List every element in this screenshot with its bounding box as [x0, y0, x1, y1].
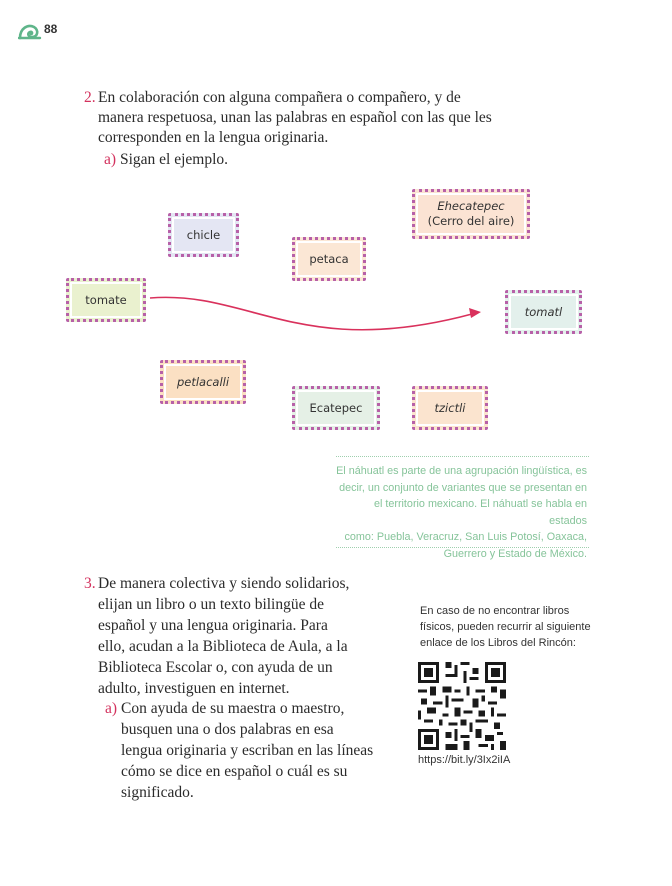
arrow-head-icon — [469, 308, 481, 318]
page-number: 88 — [44, 22, 58, 36]
question-3-number: 3. — [84, 575, 96, 592]
word-card-ehecatepec — [412, 189, 530, 239]
question-2-line: En colaboración con alguna compañera o compañero, y de — [98, 89, 461, 106]
note-line: decir, un conjunto de variantes que se presentan en — [339, 481, 587, 494]
question-2-number: 2. — [84, 89, 96, 106]
question-3-line: ello, acudan a la Biblioteca de Aula, a la — [98, 638, 348, 655]
qr-code-icon[interactable] — [418, 662, 506, 750]
note-line: Guerrero y Estado de México. — [443, 547, 587, 560]
word-card-tomate: tomate — [66, 278, 146, 322]
word-card-chicle: chicle — [168, 213, 239, 257]
question-3a-line: Con ayuda de su maestra o maestro, — [121, 700, 345, 717]
question-3 — [84, 573, 398, 699]
question-3a-line: cómo se dice en español o cuál es su — [121, 763, 348, 780]
aside-line: enlace de los Libros del Rincón: — [420, 637, 576, 649]
library-aside — [420, 603, 600, 651]
libros-rincon-link[interactable]: https://bit.ly/3Ix2iIA — [418, 754, 511, 766]
word-card-ehecatepec-line1: Ehecatepec — [437, 199, 505, 213]
note-line: el territorio mexicano. El náhuatl se habla en estados — [373, 498, 587, 527]
question-3a-line: lengua originaria y escriban en las líneas — [121, 742, 374, 759]
word-card-ehecatepec-line2: (Cerro del aire) — [427, 214, 515, 228]
word-card-petlacalli: petlacalli — [160, 360, 246, 404]
question-3a-letter: a) — [105, 700, 118, 717]
word-card-petaca: petaca — [292, 237, 366, 281]
aside-line: En caso de no encontrar libros — [420, 605, 570, 617]
question-2-line: manera respetuosa, unan las palabras en español con las que les — [98, 109, 492, 126]
aside-line: físicos, pueden recurrir al siguiente — [420, 621, 591, 633]
question-2-line: corresponden en la lengua originaria. — [98, 129, 329, 146]
question-2a-text: Sigan el ejemplo. — [120, 151, 229, 168]
note-line: como: Puebla, Veracruz, San Luis Potosí, Oaxaca, — [344, 531, 587, 543]
question-3-line: De manera colectiva y siendo solidarios, — [98, 575, 350, 592]
question-3a-line: significado. — [121, 784, 194, 801]
question-3-line: elijan un libro o un texto bilingüe de — [98, 596, 324, 613]
word-card-ecatepec: Ecatepec — [292, 386, 380, 430]
note-line: El náhuatl es parte de una agrupación lingüística, es — [336, 465, 587, 477]
question-3-line: adulto, investiguen en internet. — [98, 680, 290, 697]
question-2a-letter: a) — [104, 151, 117, 168]
nahuatl-info-note — [336, 456, 589, 560]
question-3a — [105, 698, 401, 803]
question-3a-line: busquen una o dos palabras en esa — [121, 721, 334, 738]
question-3-line: Biblioteca Escolar o, con ayuda de un — [98, 659, 333, 676]
word-card-tzictli: tzictli — [412, 386, 488, 430]
question-3-line: español y una lengua originaria. Para — [98, 617, 328, 634]
word-card-tomatl: tomatl — [505, 290, 582, 334]
